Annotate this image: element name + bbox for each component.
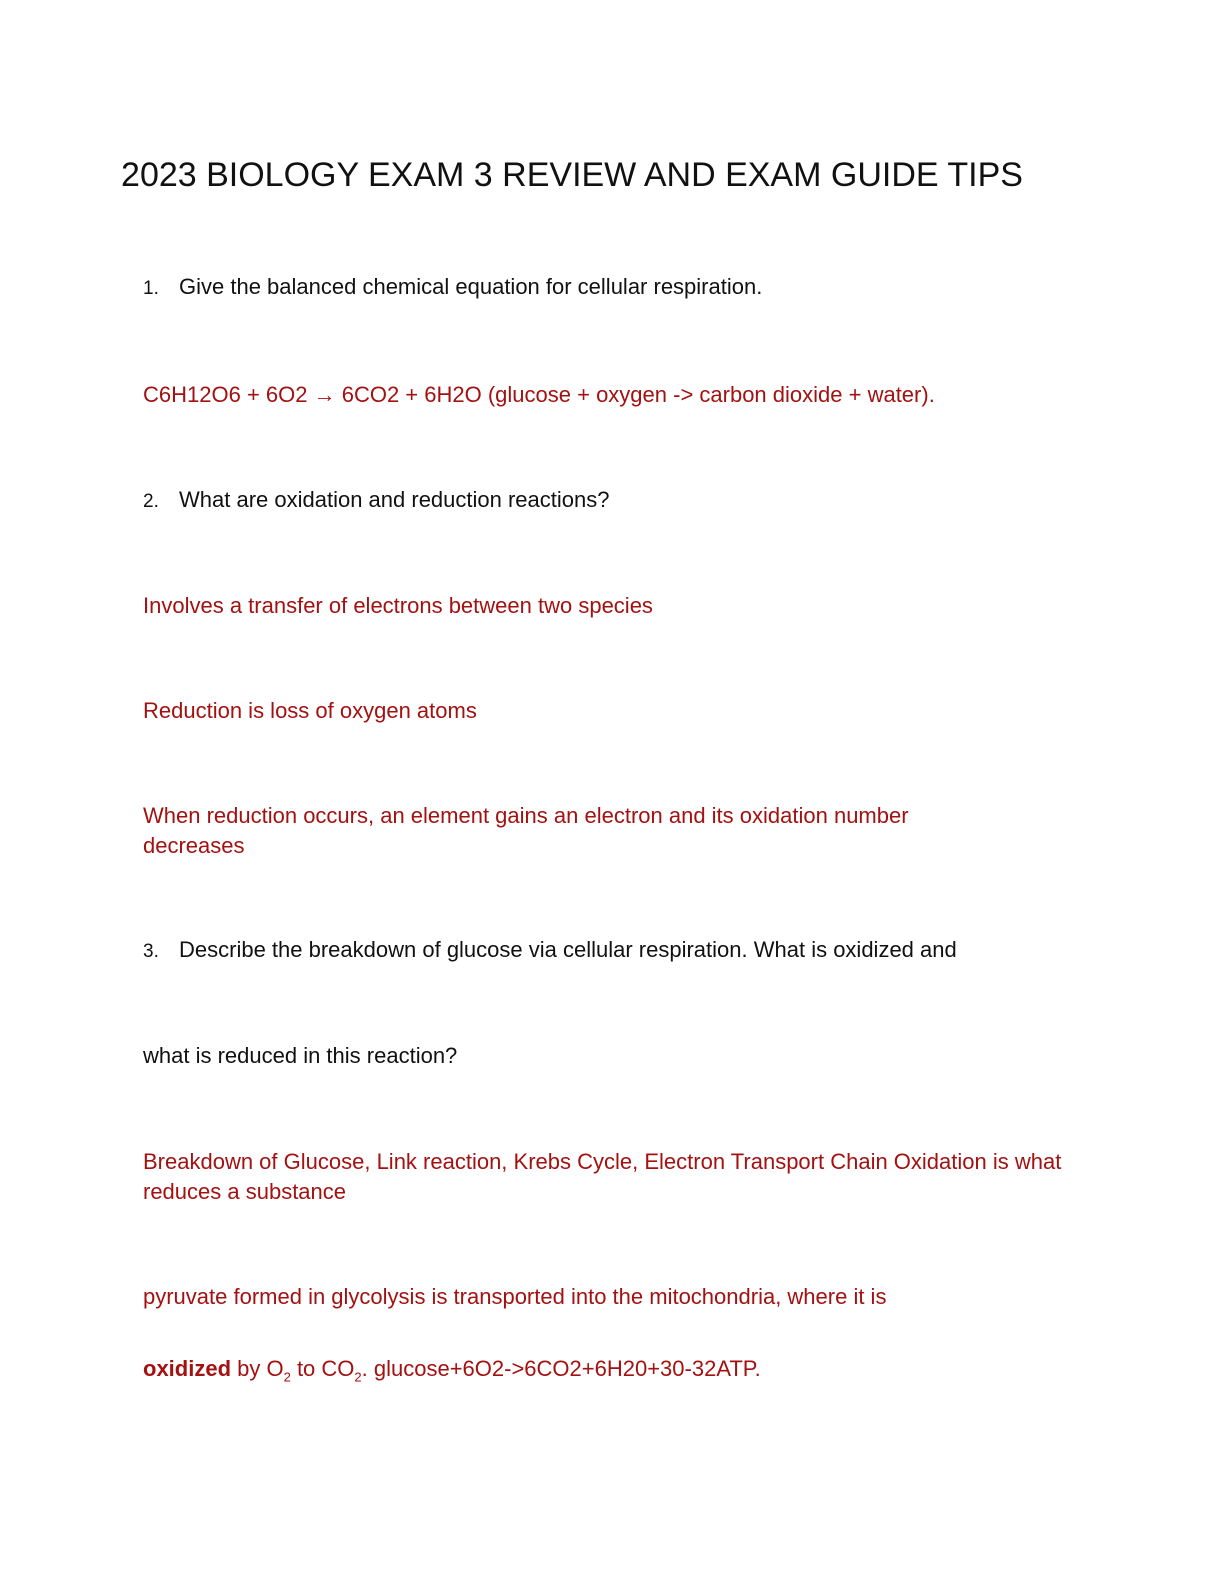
answer-3-line-1: Breakdown of Glucose, Link reaction, Krebs Cycle, Electron Transport Chain Oxidation is what reduces a substance [143,1149,1062,1204]
text: to CO [290,1356,355,1381]
question-number: 2. [143,491,159,512]
bold-term: oxidized [143,1356,232,1381]
question-1 [143,272,762,304]
question-3 [143,935,957,967]
question-text: Give the balanced chemical equation for cellular respiration. [179,274,763,299]
answer-1: C6H12O6 + 6O2 → 6CO2 + 6H2O (glucose + oxygen -> carbon dioxide + water). [143,382,935,407]
question-number: 1. [143,278,159,299]
question-3-continuation: what is reduced in this reaction? [143,1043,458,1068]
answer-2-line-2: Reduction is loss of oxygen atoms [143,698,477,723]
question-text: What are oxidation and reduction reactions? [179,487,610,512]
question-2 [143,485,609,517]
answer-2-line-3: When reduction occurs, an element gains an electron and its oxidation number decreases [143,803,909,858]
subscript: 2 [354,1369,362,1385]
text: . glucose+6O2->6CO2+6H20+30-32ATP. [361,1356,761,1381]
question-text: Describe the breakdown of glucose via cellular respiration. What is oxidized and [179,937,957,962]
document-title: 2023 BIOLOGY EXAM 3 REVIEW AND EXAM GUIDE TIPS [121,156,1023,194]
subscript: 2 [283,1369,291,1385]
answer-2-line-1: Involves a transfer of electrons between two species [143,593,653,618]
text: by O [231,1356,284,1381]
answer-3-line-3 [143,1354,1073,1392]
question-number: 3. [143,941,159,962]
answer-3-line-2: pyruvate formed in glycolysis is transported into the mitochondria, where it is [143,1284,887,1309]
